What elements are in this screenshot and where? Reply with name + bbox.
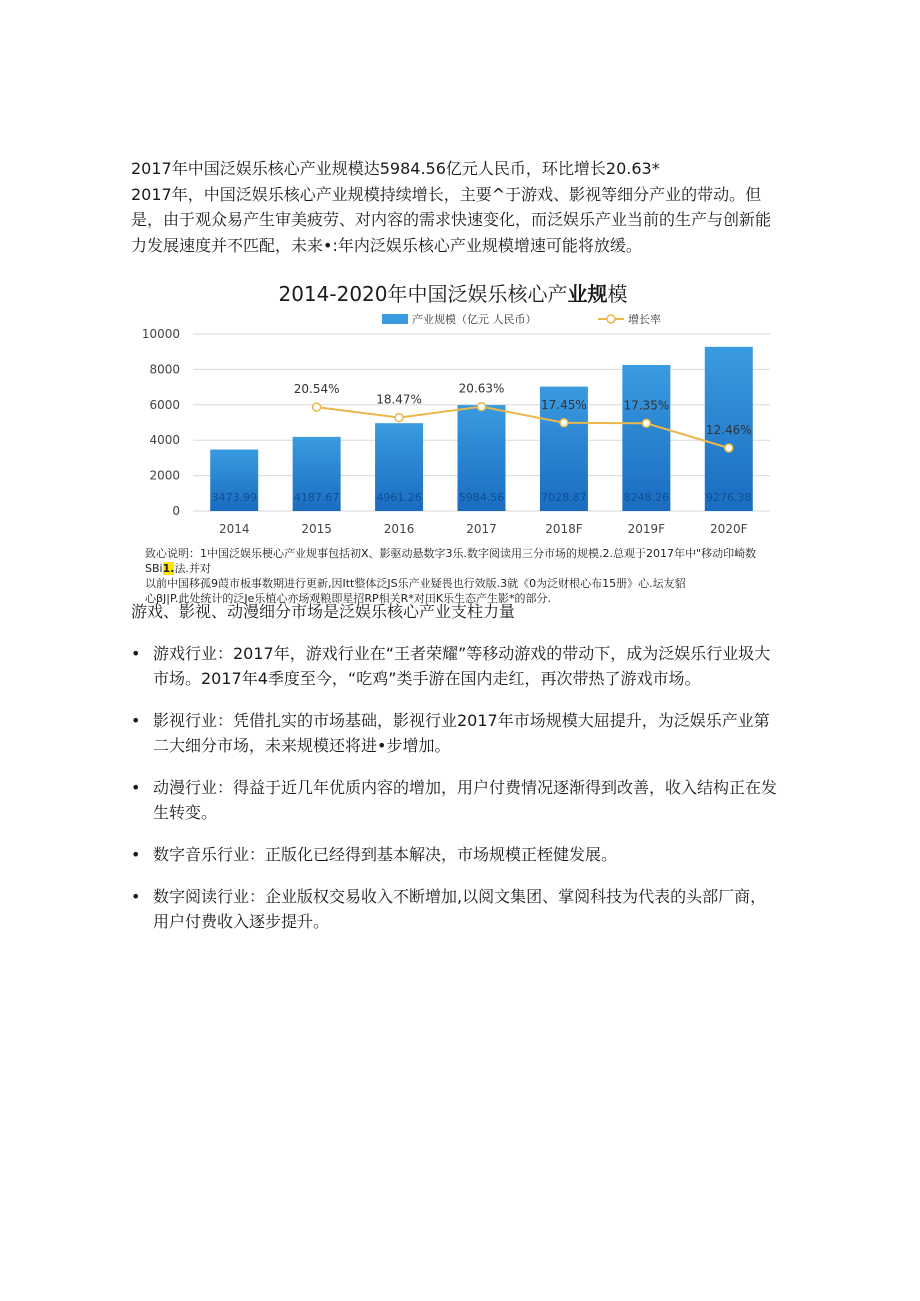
growth-rate-point [642, 419, 650, 427]
section-title: 游戏、影视、动漫细分市场是泛娱乐核心产业支柱力量 [131, 602, 516, 621]
bullet-list [131, 641, 781, 951]
y-tick-label: 6000 [149, 397, 180, 412]
legend-marker-rate [607, 315, 615, 323]
legend-label-rate: 增长率 [628, 313, 661, 326]
x-tick-label: 2014 [218, 522, 250, 536]
bullet-text: 游戏行业：2017年，游戏行业在“王者荣耀”等移动游戏的带动下，成为泛娱乐行业圾大市场。2017年4季度至今，“吃鸡”类手游在国内走红，再次带热了游戏市场。 [153, 644, 771, 688]
x-tick-label: 2015 [301, 522, 332, 536]
chart-title [128, 278, 778, 307]
bar-value-label: 4187.67 [293, 491, 340, 504]
x-tick-label: 2020F [710, 522, 748, 536]
x-tick-label: 2017 [466, 522, 497, 536]
legend-swatch-bar [382, 314, 408, 324]
bullet-item-reading [131, 884, 781, 934]
growth-rate-label: 17.45% [541, 397, 587, 412]
bullet-dot: • [131, 711, 141, 730]
bullet-text: 数字音乐行业：正版化已经得到基本解决，市场规模正桎健发展。 [153, 845, 618, 864]
bar-2019F [622, 365, 670, 511]
growth-rate-point [313, 403, 321, 411]
growth-rate-label: 20.54% [293, 382, 340, 397]
chart-title-part3: 模 [607, 282, 628, 306]
chart-note [145, 546, 775, 606]
bar-value-label: 4961.26 [376, 491, 422, 504]
x-tick-label: 2018F [545, 522, 583, 536]
note-line-1 [145, 546, 775, 576]
bar-value-label: 7028.87 [541, 491, 587, 504]
chart-title-part1: 2014-2020年中国泛娱乐核心产 [278, 282, 568, 306]
bullet-text: 动漫行业：得益于近几年优质内容的增加，用户付费情况逐渐得到改善，收入结构正在发生转变。 [153, 778, 778, 822]
bullet-item-music [131, 842, 781, 867]
growth-rate-label: 17.35% [623, 398, 670, 413]
bullet-dot: • [131, 887, 141, 906]
growth-rate-label: 20.63% [458, 381, 505, 396]
bar-value-label: 3473.99 [211, 491, 257, 504]
bullet-item-film [131, 708, 781, 758]
y-tick-label: 4000 [149, 433, 180, 448]
note-line-3: 心βJ|P.此处统计的泛Je乐植心亦场观粮即星招RP相关R*对田K乐生态产生影*的部分. [145, 592, 552, 605]
y-tick-label: 2000 [149, 468, 180, 483]
bullet-dot: • [131, 644, 141, 663]
x-tick-label: 2016 [383, 522, 415, 536]
growth-rate-point [395, 414, 403, 422]
intro-headline: 2017年中国泛娱乐核心产业规模达5984.56亿元人民币，环比增长20.63* [131, 159, 660, 178]
note-line-1-text: 致心说明：1中国泛娱乐梗心产业规事包括初X、影驱动悬数字3乐.数字阅读用三分市场的规模.2.总观于2017年中"移动印崎数SBi [145, 547, 757, 575]
bullet-item-anime [131, 775, 781, 825]
intro-section [131, 156, 781, 258]
note-highlight: 1. [162, 562, 175, 575]
growth-rate-point [725, 444, 733, 452]
y-tick-label: 0 [172, 504, 180, 518]
bullet-text: 数字阅读行业：企业版权交易收入不断增加,以阅文集团、掌阅科技为代表的头部厂商，用户付费收入逐步提升。 [153, 887, 767, 931]
note-line-2: 以前中国移孤9葭市板事数期进行更新,因Itt整体泛JS乐产业疑畏也行效版.3就《0为泛财根心布15册》心.坛友貂 [145, 577, 686, 590]
bullet-dot: • [131, 845, 141, 864]
growth-rate-label: 12.46% [705, 422, 752, 437]
bullet-item-games [131, 641, 781, 691]
growth-rate-point [560, 419, 568, 427]
bar-value-label: 9276.38 [706, 491, 752, 504]
bar-value-label: 8248.26 [623, 491, 670, 504]
chart-container [128, 278, 778, 548]
bullet-dot: • [131, 778, 141, 797]
y-tick-label: 8000 [149, 362, 180, 377]
industry-scale-chart [128, 308, 778, 548]
y-tick-label: 10000 [141, 327, 180, 341]
note-line-1-end: 法.并对 [174, 562, 211, 575]
bullet-text: 影视行业：凭借扎实的市场基础，影视行业2017年市场规模大屈提升，为泛娱乐产业第二大细分市场，未来规模还将进•步增加。 [153, 711, 770, 755]
legend-label-bar: 产业规模（亿元 人民币） [412, 313, 537, 326]
x-tick-label: 2019F [627, 522, 666, 536]
intro-paragraph: 2017年，中国泛娱乐核心产业规模持续增长，主要^于游戏、影视等细分产业的带动。但是，由于观众易产生审美疲劳、对内容的需求快速变化，而泛娱乐产业当前的生产与创新能力发展速度并不匹配，未来•:年内泛娱乐核心产业规模增速可能将放缓。 [131, 184, 772, 255]
growth-rate-point [478, 403, 486, 411]
growth-rate-label: 18.47% [376, 392, 422, 407]
chart-title-part2: 业规 [567, 282, 608, 306]
bar-value-label: 5984.56 [458, 491, 505, 504]
